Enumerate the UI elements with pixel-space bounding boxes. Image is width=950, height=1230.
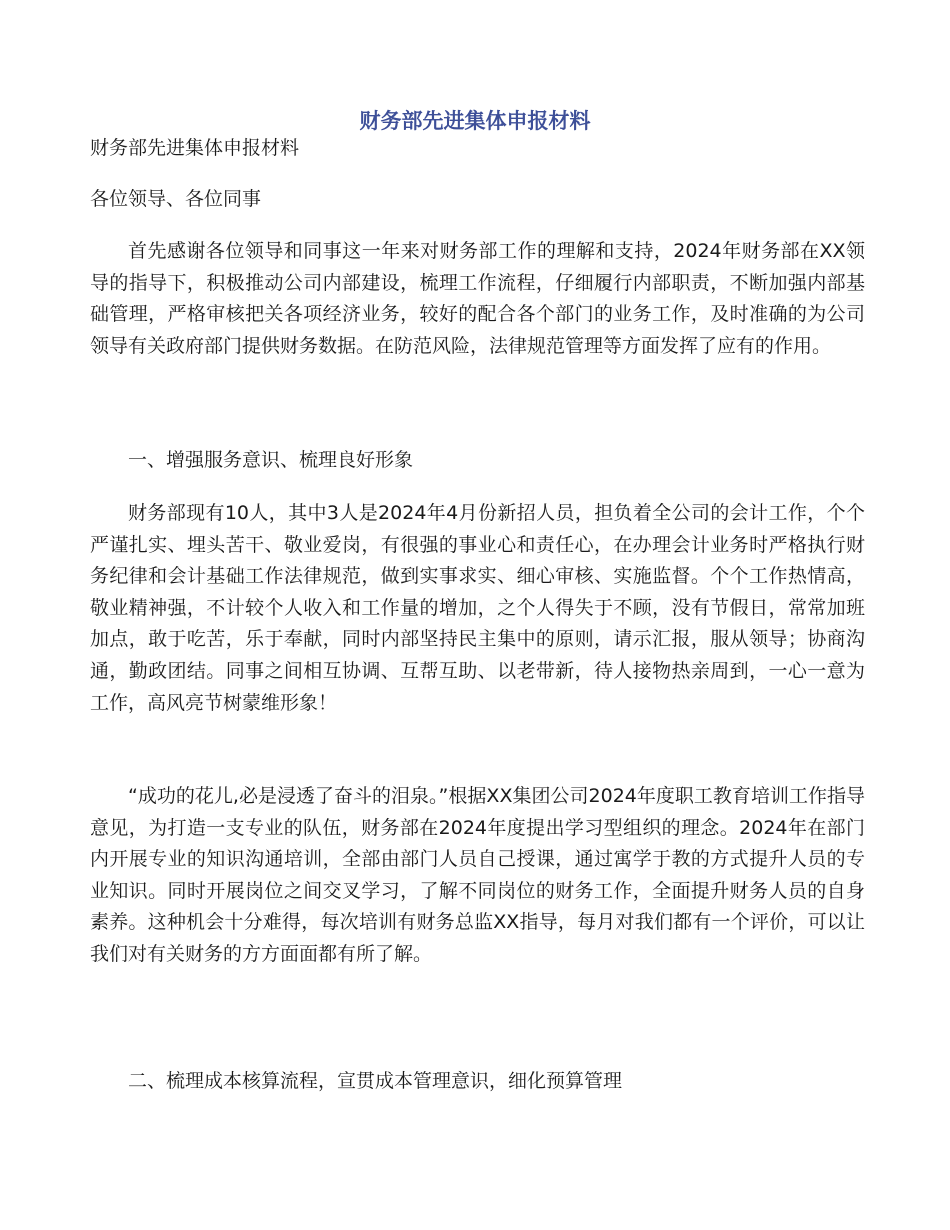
document-title: 财务部先进集体申报材料	[359, 109, 591, 133]
section-2-heading: 二、梳理成本核算流程，宣贯成本管理意识，细化预算管理	[128, 1070, 623, 1092]
intro-paragraph: 首先感谢各位领导和同事这一年来对财务部工作的理解和支持，2024年财务部在XX领导的指导下，积极推动公司内部建设，梳理工作流程，仔细履行内部职责，不断加强内部基础管理，严格审核把关各项经济业务，较好的配合各个部门的业务工作，及时准确的为公司领导有关政府部门提供财务数据。在防范风险，法律规范管理等方面发挥了应有的作用。	[90, 240, 865, 357]
document-subtitle: 财务部先进集体申报材料	[90, 137, 300, 159]
section-1-heading: 一、增强服务意识、梳理良好形象	[128, 449, 414, 471]
section-1-paragraph-1: 财务部现有10人，其中3人是2024年4月份新招人员，担负着全公司的会计工作，个个严谨扎实、埋头苦干、敬业爱岗，有很强的事业心和责任心，在办理会计业务时严格执行财务纪律和会计基础工作法律规范，做到实事求实、细心审核、实施监督。个个工作热情高，敬业精神强，不计较个人收入和工作量的增加，之个人得失于不顾，没有节假日，常常加班加点，敢于吃苦，乐于奉献，同时内部坚持民主集中的原则，请示汇报，服从领导；协商沟通，勤政团结。同事之间相互协调、互帮互助、以老带新，待人接物热亲周到，一心一意为工作，高风亮节树蒙维形象！	[90, 502, 865, 714]
section-1-paragraph-2: “成功的花儿,必是浸透了奋斗的泪泉。”根据XX集团公司2024年度职工教育培训工作指导意见，为打造一支专业的队伍，财务部在2024年度提出学习型组织的理念。2024年在部门内开展专业的知识沟通培训，全部由部门人员自己授课，通过寓学于教的方式提升人员的专业知识。同时开展岗位之间交叉学习，了解不同岗位的财务工作，全面提升财务人员的自身素养。这种机会十分难得，每次培训有财务总监XX指导，每月对我们都有一个评价，可以让我们对有关财务的方方面面都有所了解。	[90, 785, 865, 965]
salutation: 各位领导、各位同事	[90, 188, 262, 210]
